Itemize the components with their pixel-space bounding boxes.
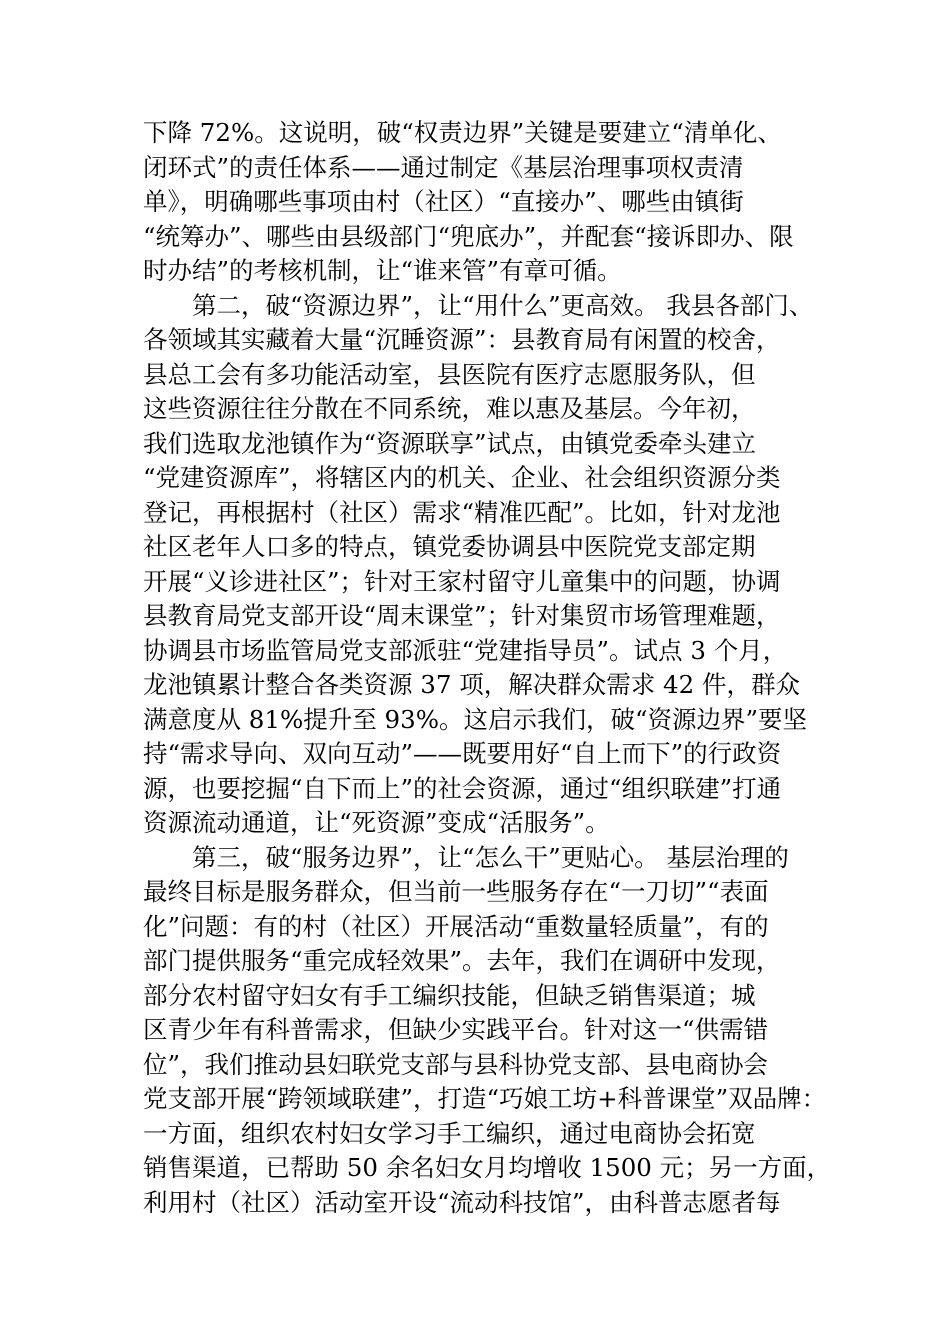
text-line: 闭环式”的责任体系——通过制定《基层治理事项权责清: [143, 152, 744, 182]
paragraph-first-line: 第三，破“服务边界”，让“怎么干”更贴心。 基层治理的: [192, 842, 789, 872]
text-line: “党建资源库”，将辖区内的机关、企业、社会组织资源分类: [143, 463, 781, 492]
text-line: 持“需求导向、双向互动”——既要用好“自上而下”的行政资: [143, 739, 782, 768]
text-line: 单》，明确哪些事项由村（社区）“直接办”、哪些由镇街: [143, 187, 744, 216]
text-line: 龙池镇累计整合各类资源 37 项，解决群众需求 42 件，群众: [143, 670, 800, 699]
text-line: 源，也要挖掘“自下而上”的社会资源，通过“组织联建”打通: [143, 773, 782, 803]
text-line: 县教育局党支部开设“周末课堂”；针对集贸市场管理难题，: [143, 601, 781, 630]
text-line: 资源流动通道，让“死资源”变成“活服务”。: [143, 808, 610, 837]
text-line: 时办结”的考核机制，让“谁来管”有章可循。: [143, 256, 622, 285]
text-line: 党支部开展“跨领域联建”，打造“巧娘工坊+科普课堂”双品牌：: [143, 1084, 827, 1113]
document-body: [143, 116, 833, 1220]
paragraph-first-line: 第二，破“资源边界”，让“用什么”更高效。 我县各部门、: [192, 290, 814, 320]
text-line: 这些资源往往分散在不同系统，难以惠及基层。今年初，: [143, 394, 756, 423]
text-line: 区青少年有科普需求，但缺少实践平台。针对这一“供需错: [143, 1015, 769, 1044]
text-line: 县总工会有多功能活动室，县医院有医疗志愿服务队，但: [143, 359, 756, 389]
text-line: 协调县市场监管局党支部派驻“党建指导员”。试点 3 个月，: [143, 635, 788, 665]
text-line: 满意度从 81%提升至 93%。这启示我们，破“资源边界”要坚: [143, 704, 808, 734]
text-line: “统筹办”、哪些由县级部门“兜底办”，并配套“接诉即办、限: [143, 221, 794, 251]
text-line: 化”问题：有的村（社区）开展活动“重数量轻质量”，有的: [143, 911, 769, 941]
text-line: 部门提供服务“重完成轻效果”。去年，我们在调研中发现，: [143, 946, 781, 975]
text-line: 利用村（社区）活动室开设“流动科技馆”，由科普志愿者每: [143, 1187, 781, 1217]
text-line: 我们选取龙池镇作为“资源联享”试点，由镇党委牵头建立: [143, 428, 757, 458]
text-line: 登记，再根据村（社区）需求“精准匹配”。比如，针对龙池: [143, 497, 781, 527]
text-line: 最终目标是服务群众，但当前一些服务存在“一刀切”“表面: [143, 877, 769, 906]
text-line: 位”，我们推动县妇联党支部与县科协党支部、县电商协会: [143, 1049, 769, 1079]
text-line: 社区老年人口多的特点，镇党委协调县中医院党支部定期: [143, 532, 756, 561]
text-line: 部分农村留守妇女有手工编织技能，但缺乏销售渠道；城: [143, 980, 756, 1010]
text-line: 各领域其实藏着大量“沉睡资源”：县教育局有闲置的校舍，: [143, 325, 781, 354]
text-line: 一方面，组织农村妇女学习手工编织，通过电商协会拓宽: [143, 1118, 756, 1148]
text-line: 销售渠道，已帮助 50 余名妇女月均增收 1500 元；另一方面，: [143, 1153, 832, 1182]
text-line: 下降 72%。这说明，破“权责边界”关键是要建立“清单化、: [143, 118, 782, 147]
text-line: 开展“义诊进社区”；针对王家村留守儿童集中的问题，协调: [143, 566, 781, 596]
